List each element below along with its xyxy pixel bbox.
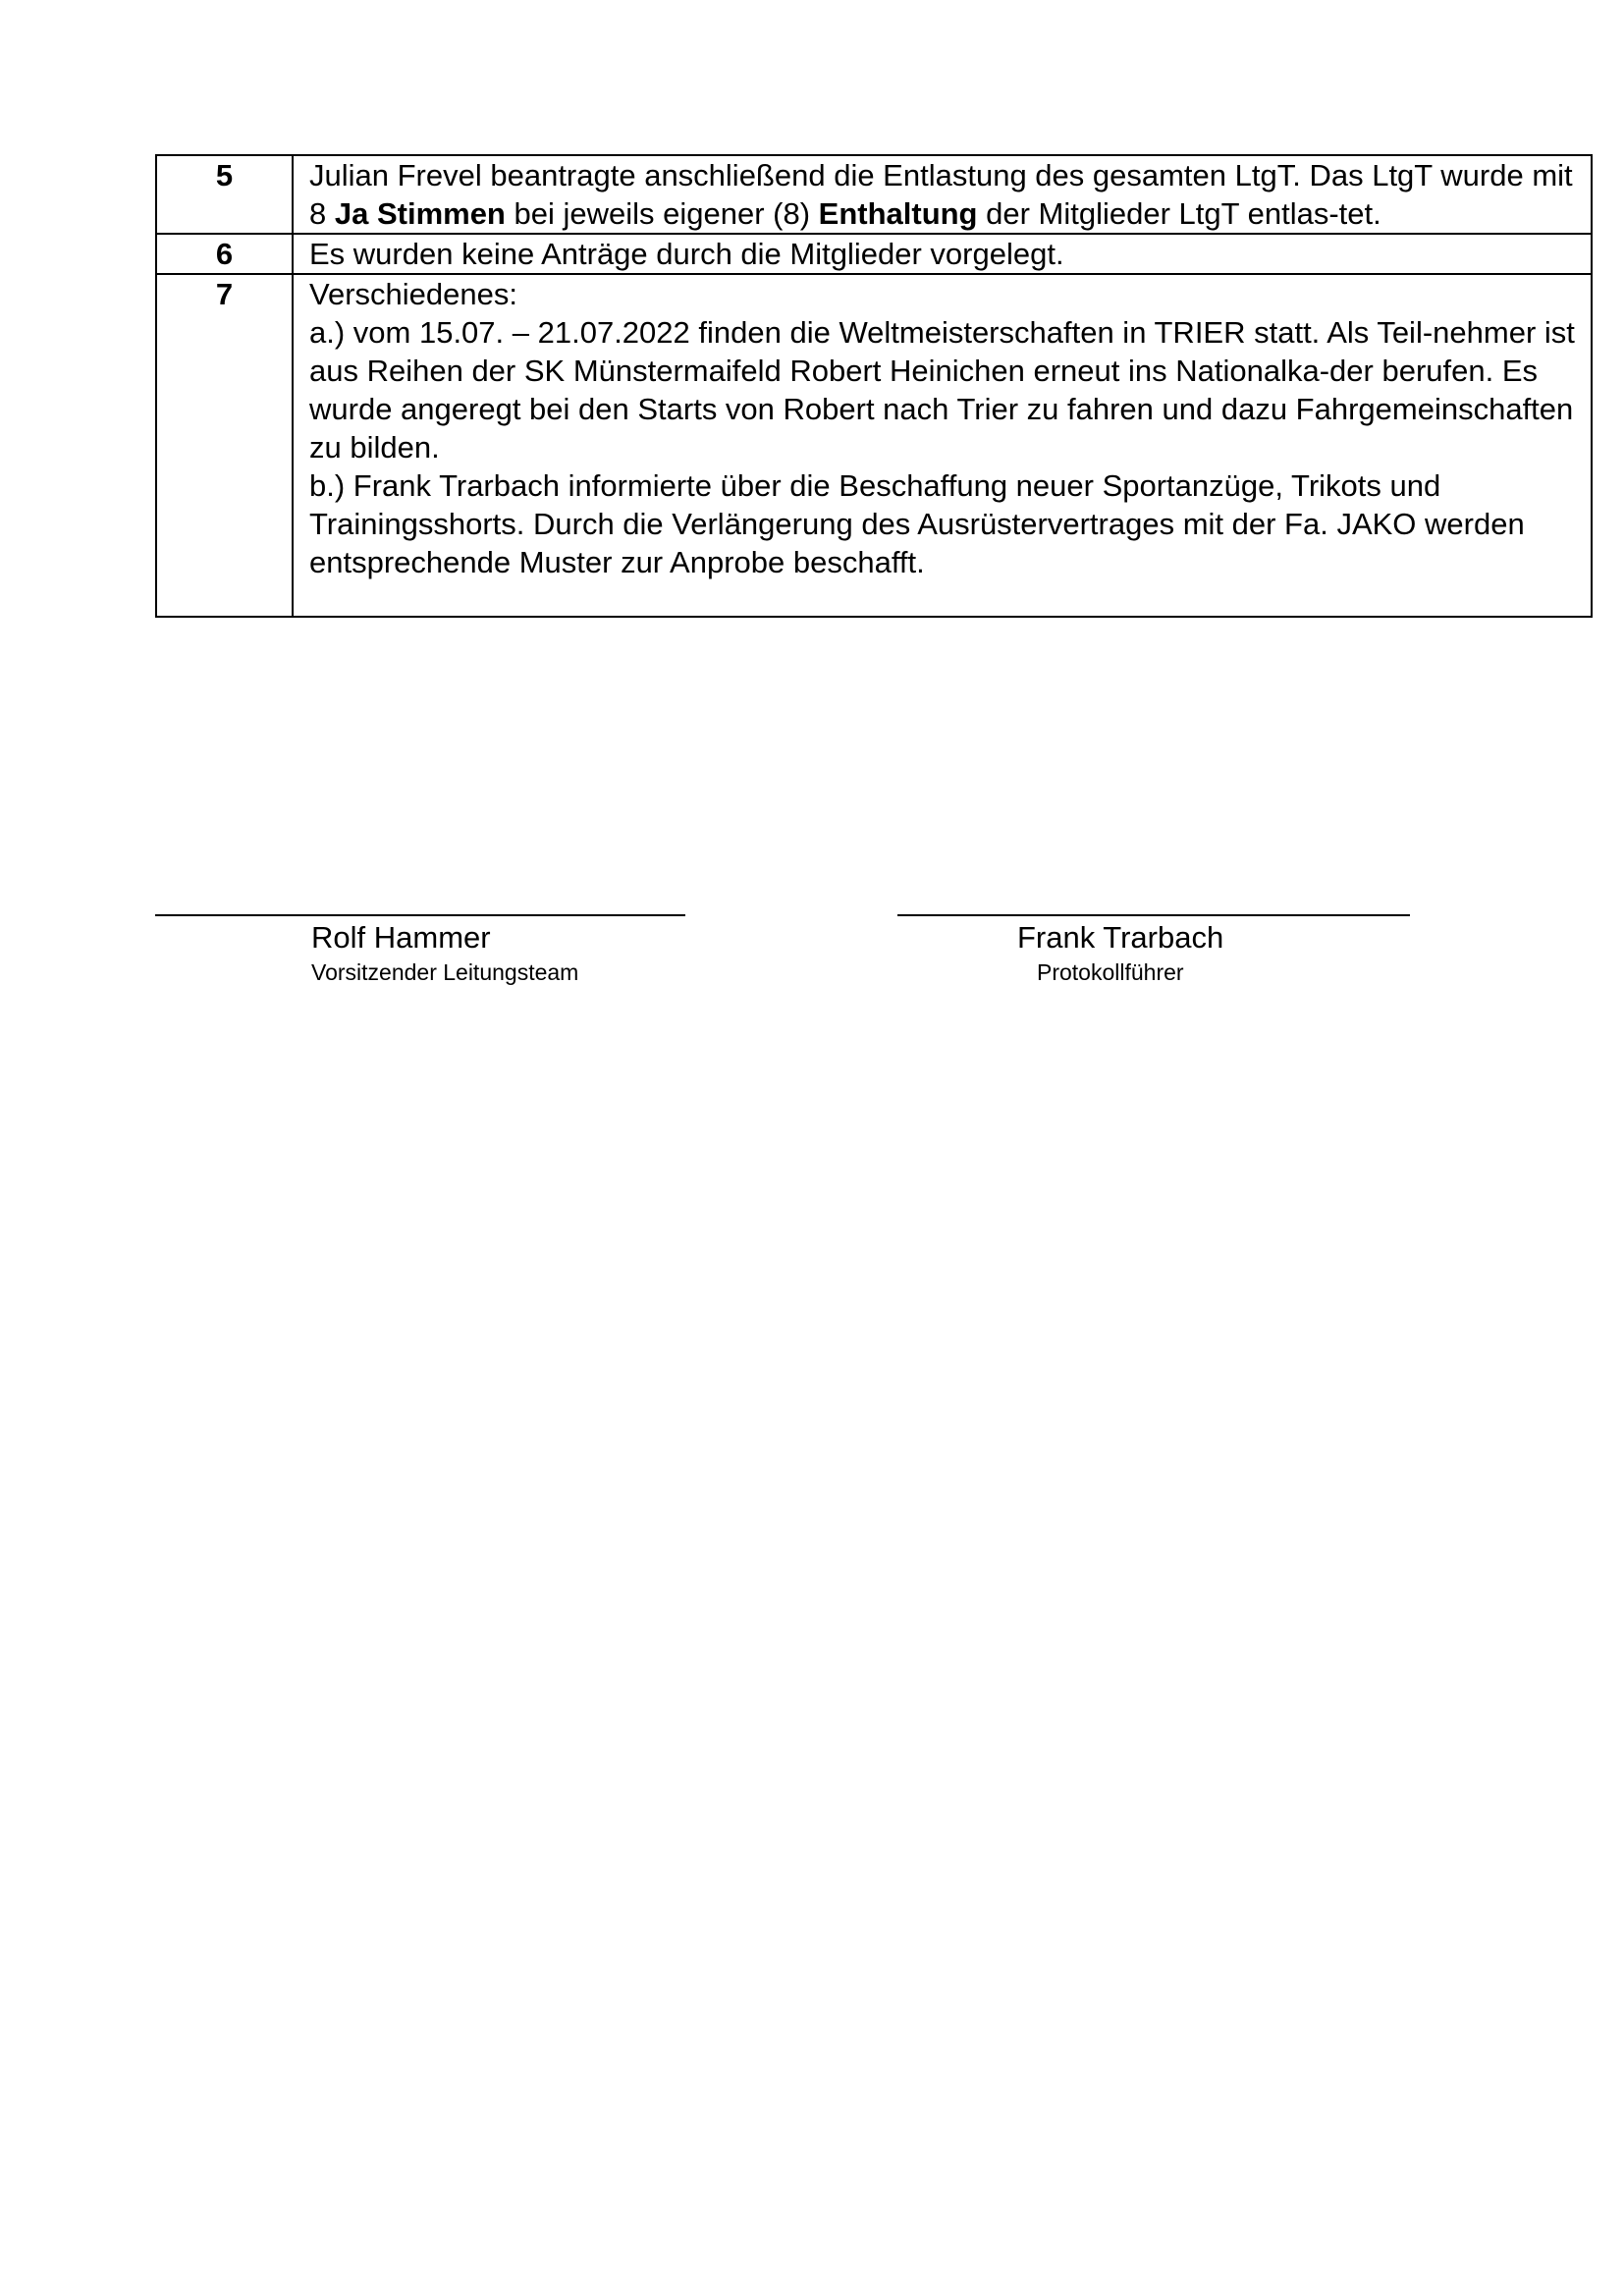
item-text: [293, 274, 1592, 617]
signer-name-left: Rolf Hammer: [311, 920, 491, 955]
signer-name-right: Frank Trarbach: [1017, 920, 1224, 955]
signer-role-right: Protokollführer: [1037, 959, 1184, 985]
text-segment: der Mitglieder LtgT entlas-tet.: [977, 196, 1381, 231]
item-number: 6: [156, 234, 293, 274]
text-segment: Julian Frevel beantragte anschließend die Entlastung des gesamten LtgT. Das LtgT wurde mit 8: [309, 158, 1573, 231]
protocol-table: [155, 154, 1593, 618]
item-heading: Verschiedenes:: [309, 277, 517, 311]
signature-line-right: [897, 914, 1410, 916]
item-text: [293, 155, 1592, 234]
item-text: Es wurden keine Anträge durch die Mitglieder vorgelegt.: [293, 234, 1592, 274]
list-item: a.) vom 15.07. – 21.07.2022 finden die Weltmeisterschaften in TRIER statt. Als Teil-nehmer ist aus Reihen der SK Münstermaifeld Robert Heinichen erneut ins Nationalka-der berufen. Es wurde angeregt bei den Starts von Robert nach Trier zu fahren und dazu Fahrgemeinschaften zu bilden.: [309, 315, 1575, 465]
bold-text: Enthaltung: [818, 196, 978, 231]
signer-role-left: Vorsitzender Leitungsteam: [311, 959, 579, 985]
bold-text: Ja Stimmen: [334, 196, 506, 231]
item-number: 5: [156, 155, 293, 234]
table-row: [156, 234, 1592, 274]
table-row: [156, 274, 1592, 617]
item-number: 7: [156, 274, 293, 617]
text-segment: bei jeweils eigener (8): [505, 196, 819, 231]
signature-line-left: [155, 914, 685, 916]
table-row: [156, 155, 1592, 234]
list-item: b.) Frank Trarbach informierte über die Beschaffung neuer Sportanzüge, Trikots und Trainingsshorts. Durch die Verlängerung des Ausrüstervertrages mit der Fa. JAKO werden entsprechende Muster zur Anprobe beschafft.: [309, 468, 1525, 579]
